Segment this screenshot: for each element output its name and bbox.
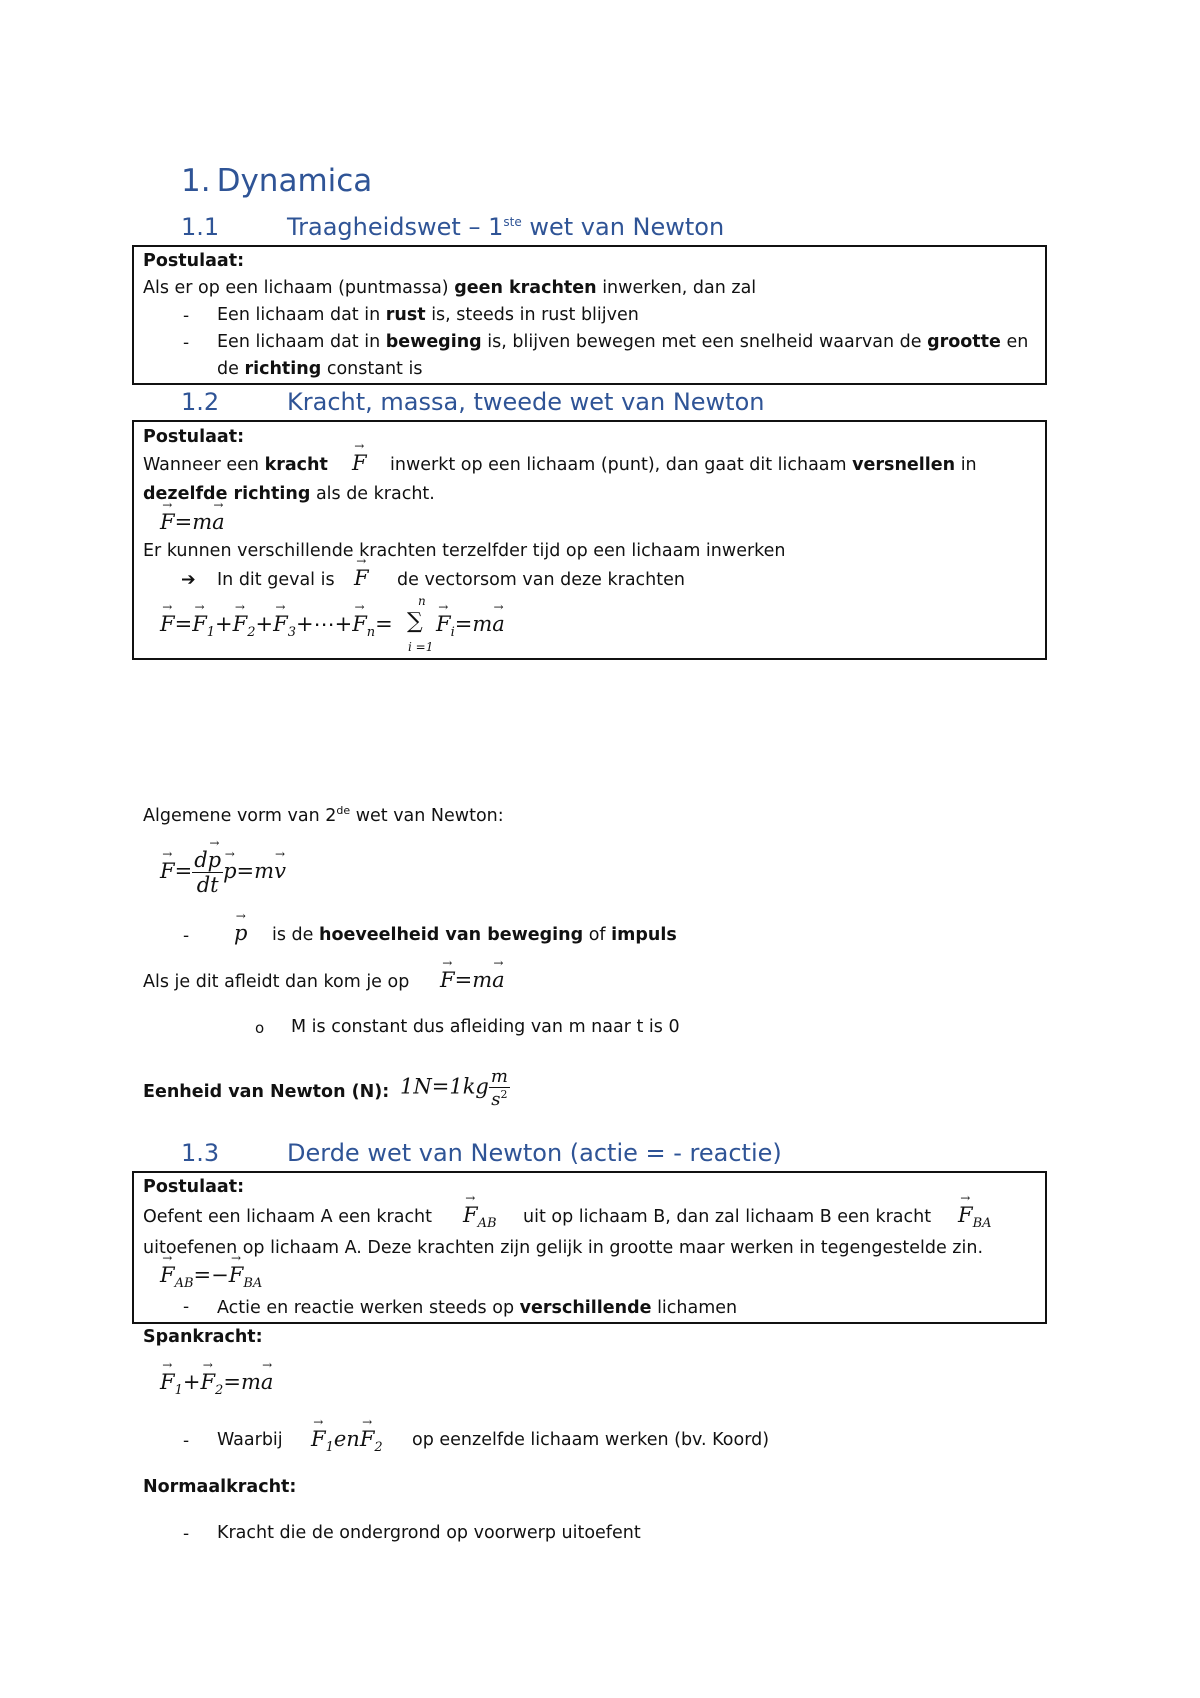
force-ab: → $F_{AB}$ — [463, 1203, 497, 1231]
derivation-line: Als je dit afleidt dan kom je op — [143, 972, 410, 992]
tension-where: Waarbij — [217, 1430, 283, 1450]
postulate-bullet: Actie en reactie werken steeds op verschillende lichamen — [217, 1298, 738, 1318]
postulate-line: inwerkt op een lichaam (punt), dan gaat dit lichaam versnellen in — [390, 455, 977, 475]
momentum-line: is de hoeveelheid van beweging of impuls — [272, 925, 677, 945]
postulate-bullet: Een lichaam dat in rust is, steeds in rust blijven — [217, 305, 639, 325]
sum-upper-limit: n — [418, 594, 426, 608]
equation-f-ma: → F=m→ a — [440, 968, 505, 992]
section-title-end: wet van Newton — [521, 213, 725, 241]
bullet-o: o — [255, 1019, 265, 1037]
equation-f-ma: → F=m→ a — [160, 510, 225, 534]
tension-label: Spankracht: — [143, 1327, 263, 1347]
force-vector: → F — [354, 566, 369, 590]
postulate-line: Oefent een lichaam A een kracht — [143, 1207, 433, 1227]
equation-tension: → $F_1+\to F_2=m\to a$ — [160, 1370, 273, 1398]
postulate-line: uit op lichaam B, dan zal lichaam B een kracht — [523, 1207, 932, 1227]
superscript: ste — [503, 215, 522, 229]
section-heading-1-1 — [181, 213, 724, 241]
section-heading-1-3 — [181, 1139, 782, 1167]
force-ba: → $F_{BA}$ — [958, 1203, 992, 1231]
postulate-label: Postulaat: — [143, 427, 245, 447]
normal-force-line: Kracht die de ondergrond op voorwerp uitoefent — [217, 1523, 641, 1543]
postulate-line: Als er op een lichaam (puntmassa) geen krachten inwerken, dan zal — [143, 278, 757, 298]
section-title: Traagheidswet – 1 — [287, 213, 504, 241]
sum-lower-limit: i =1 — [408, 640, 434, 654]
chapter-title: Dynamica — [216, 163, 373, 199]
bullet-dash: - — [183, 306, 190, 326]
postulate-line: de vectorsom van deze krachten — [397, 570, 685, 590]
postulate-bullet-continued: de richting constant is — [217, 359, 423, 379]
section-title: Derde wet van Newton (actie = - reactie) — [287, 1139, 782, 1167]
postulate-label: Postulaat: — [143, 1177, 245, 1197]
section-title: Kracht, massa, tweede wet van Newton — [287, 388, 765, 416]
momentum-vector: → p — [234, 921, 247, 945]
bullet-dash: - — [183, 1431, 190, 1451]
chapter-number: 1. — [181, 163, 211, 199]
postulate-label: Postulaat: — [143, 251, 245, 271]
general-form-label: Algemene vorm van 2de wet van Newton: — [143, 804, 504, 826]
section-number: 1.3 — [181, 1139, 220, 1167]
postulate-line: Er kunnen verschillende krachten terzelfder tijd op een lichaam inwerken — [143, 541, 786, 561]
equation-f1-f2: → $F_1en\to F_2$ — [311, 1427, 383, 1455]
postulate-line: Wanneer een kracht — [143, 455, 328, 475]
equation-sum-rhs: → $F_i=m\to a$ — [436, 612, 505, 640]
section-number: 1.1 — [181, 213, 220, 241]
equation-vector-sum: → $F=\to F_1+\to F_2+\to$ $F_3+\cdots+\to F_n=$ — [160, 612, 393, 640]
bullet-dash: - — [183, 1524, 190, 1544]
section-number: 1.2 — [181, 388, 220, 416]
tension-rest: op eenzelfde lichaam werken (bv. Koord) — [412, 1430, 770, 1450]
chapter-heading — [181, 163, 372, 199]
bullet-dash: - — [183, 333, 190, 353]
equation-action-reaction: → $F_{AB}=-\to F_{BA}$ — [160, 1263, 262, 1291]
section-heading-1-2 — [181, 388, 764, 416]
bullet-dash: - — [183, 1297, 190, 1317]
postulate-bullet: Een lichaam dat in beweging is, blijven bewegen met een snelheid waarvan de grootte en — [217, 332, 1029, 352]
force-vector: → F — [352, 451, 367, 475]
postulate-line: uitoefenen op lichaam A. Deze krachten zijn gelijk in grootte maar werken in tegengestelde zin. — [143, 1238, 984, 1258]
bullet-dash: - — [183, 926, 190, 946]
sum-symbol: ∑ — [407, 609, 423, 634]
arrow-icon: ➔ — [181, 570, 196, 590]
normal-force-label: Normaalkracht: — [143, 1477, 297, 1497]
unit-equation: 1N=1kg $\frac{m}{s^2}$ — [400, 1066, 508, 1110]
postulate-line: dezelfde richting als de kracht. — [143, 484, 435, 504]
constant-mass-line: M is constant dus afleiding van m naar t is 0 — [291, 1017, 680, 1037]
postulate-line: In dit geval is — [217, 570, 335, 590]
unit-label: Eenheid van Newton (N): — [143, 1082, 390, 1102]
equation-dp-dt: → F= $\frac{d\to p}{dt}$ → p=m→ v — [160, 848, 286, 897]
